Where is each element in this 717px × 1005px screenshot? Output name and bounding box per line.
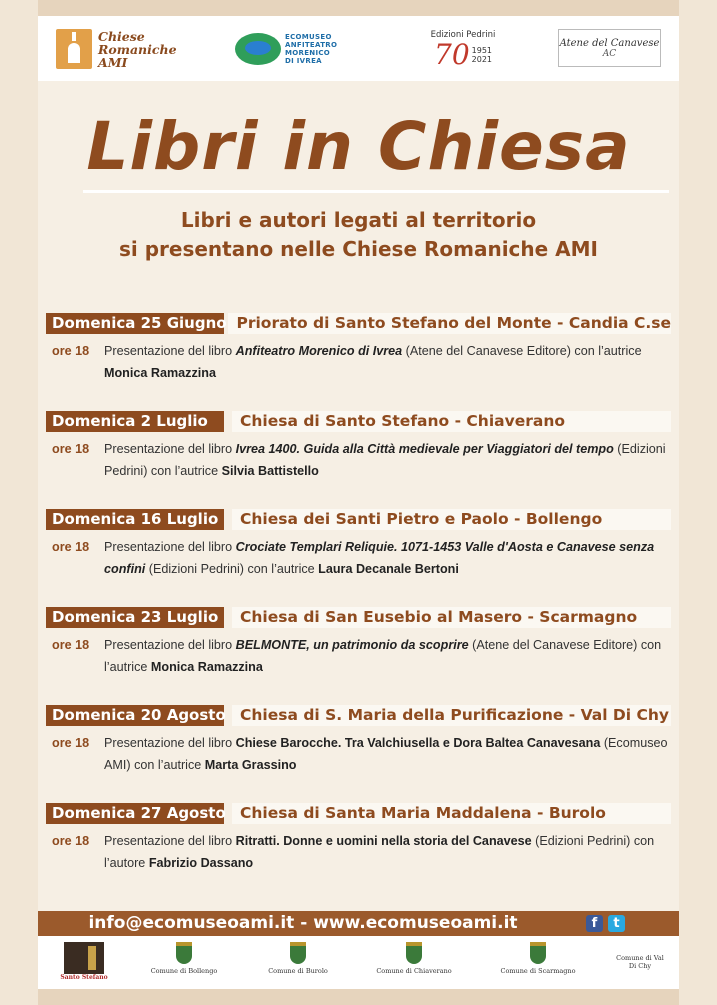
event-book-title: Anfiteatro Morenico di Ivrea [235, 344, 403, 358]
event-author: Fabrizio Dassano [148, 856, 254, 870]
church-icon [56, 29, 92, 69]
santo-stefano-label: Santo Stefano [60, 974, 108, 981]
event-intro: Presentazione del libro [104, 540, 236, 554]
logo-bar [38, 16, 679, 81]
atene-del-canavese-logo [558, 29, 661, 67]
chiaverano-crest-icon [406, 942, 422, 964]
contact-links[interactable]: info@ecomuseoami.it - www.ecomuseoami.it [88, 913, 518, 933]
pedrini-anniversary: 70 [434, 38, 470, 71]
event-author: Marta Grassino [204, 758, 297, 772]
event-description [104, 340, 671, 384]
event-venue: Chiesa di Santa Maria Maddalena - Burolo [232, 803, 671, 824]
pedrini-name: Edizioni Pedrini [430, 30, 496, 40]
facebook-icon[interactable]: f [586, 915, 603, 932]
event-author: Laura Decanale Bertoni [318, 562, 459, 576]
event-item [46, 509, 671, 607]
subtitle-line-1: Libri e autori legati al territorio [180, 208, 537, 232]
event-time: ore 18 [52, 736, 90, 750]
chiese-romaniche-text: Chiese Romaniche AMI [98, 28, 177, 70]
edizioni-pedrini-logo [423, 24, 503, 74]
event-item [46, 705, 671, 803]
event-author: Monica Ramazzina [150, 660, 263, 674]
event-item [46, 313, 671, 411]
comune-chiaverano-label: Comune di Chiaverano [376, 967, 452, 975]
event-publisher: (Edizioni Pedrini) con l’autrice [145, 562, 319, 576]
event-book-title: Ritratti. Donne e uomini nella storia del Canavese [235, 834, 532, 848]
event-venue: Chiesa di Santo Stefano - Chiaverano [232, 411, 671, 432]
comune-bollengo-label: Comune di Bollengo [150, 967, 218, 975]
event-publisher: (Atene del Canavese Editore) con l’autrice [402, 344, 642, 358]
event-date: Domenica 16 Luglio [46, 509, 224, 530]
scarmagno-crest-icon [530, 942, 546, 964]
subtitle [38, 206, 679, 264]
event-description [104, 438, 671, 482]
event-author: Silvia Battistello [221, 464, 319, 478]
event-date: Domenica 20 Agosto [46, 705, 224, 726]
event-venue: Chiesa dei Santi Pietro e Paolo - Bollengo [232, 509, 671, 530]
event-book-title: Ivrea 1400. Guida alla Città medievale per Viaggiatori del tempo [235, 442, 614, 456]
event-venue: Chiesa di San Eusebio al Masero - Scarmagno [232, 607, 671, 628]
event-item [46, 411, 671, 509]
sponsor-bar [38, 936, 679, 989]
event-date: Domenica 27 Agosto [46, 803, 224, 824]
event-intro: Presentazione del libro [104, 834, 236, 848]
event-publisher: (Edizioni Pedrini) con l’autrice [104, 442, 666, 478]
comune-val-di-chy [614, 954, 666, 970]
title-divider [83, 190, 669, 193]
comune-bollengo [148, 942, 220, 975]
event-description [104, 536, 671, 580]
event-item [46, 607, 671, 705]
event-venue: Priorato di Santo Stefano del Monte - Candia C.se [228, 313, 671, 334]
event-publisher: (Edizioni Pedrini) con l’autore [104, 834, 655, 870]
ecomuseo-text: ECOMUSEO ANFITEATRO MORENICO DI IVREA [285, 33, 338, 65]
event-description [104, 634, 671, 678]
burolo-crest-icon [290, 942, 306, 964]
event-time: ore 18 [52, 540, 90, 554]
event-list [46, 313, 671, 901]
santo-stefano-icon [64, 942, 104, 974]
event-intro: Presentazione del libro [104, 638, 236, 652]
top-strip [38, 0, 679, 16]
event-date: Domenica 2 Luglio [46, 411, 224, 432]
event-time: ore 18 [52, 834, 90, 848]
event-book-title: Crociate Templari Reliquie. 1071-1453 Valle d'Aosta e Canavese senza confini [104, 540, 655, 576]
subtitle-line-2: si presentano nelle Chiese Romaniche AMI [119, 237, 598, 261]
event-description [104, 732, 671, 776]
event-intro: Presentazione del libro [104, 344, 236, 358]
comune-chiaverano [376, 942, 452, 975]
event-date: Domenica 23 Luglio [46, 607, 224, 628]
lake-icon [235, 33, 281, 65]
event-description [104, 830, 671, 874]
event-item [46, 803, 671, 901]
comune-burolo-label: Comune di Burolo [268, 967, 328, 975]
event-time: ore 18 [52, 442, 90, 456]
santo-stefano-logo [54, 942, 114, 982]
ecomuseo-logo [235, 24, 385, 74]
comune-scarmagno [500, 942, 576, 975]
event-intro: Presentazione del libro [104, 442, 236, 456]
event-intro: Presentazione del libro [104, 736, 236, 750]
bollengo-crest-icon [176, 942, 192, 964]
atene-monogram: AC [602, 48, 617, 59]
contact-bar [38, 911, 679, 936]
event-author: Monica Ramazzina [104, 366, 216, 380]
poster-sheet [38, 16, 679, 989]
twitter-icon[interactable]: t [608, 915, 625, 932]
comune-burolo [263, 942, 333, 975]
comune-val-di-chy-label: Comune di Val Di Chy [616, 954, 664, 970]
page-title: Libri in Chiesa [86, 108, 631, 185]
pedrini-years: 1951 2021 [471, 46, 492, 64]
atene-title: Atene del Canavese [559, 37, 660, 49]
event-publisher: (Ecomuseo AMI) con l’autrice [104, 736, 668, 772]
event-book-title: Chiese Barocche. Tra Valchiusella e Dora Baltea Canavesana [235, 736, 601, 750]
event-time: ore 18 [52, 638, 90, 652]
event-publisher: (Atene del Canavese Editore) con l’autrice [104, 638, 662, 674]
event-time: ore 18 [52, 344, 90, 358]
comune-scarmagno-label: Comune di Scarmagno [500, 967, 576, 975]
chiese-romaniche-logo [56, 24, 196, 74]
bottom-strip [38, 989, 679, 1005]
event-date: Domenica 25 Giugno [46, 313, 224, 334]
event-book-title: BELMONTE, un patrimonio da scoprire [235, 638, 469, 652]
event-venue: Chiesa di S. Maria della Purificazione - Val Di Chy [232, 705, 671, 726]
